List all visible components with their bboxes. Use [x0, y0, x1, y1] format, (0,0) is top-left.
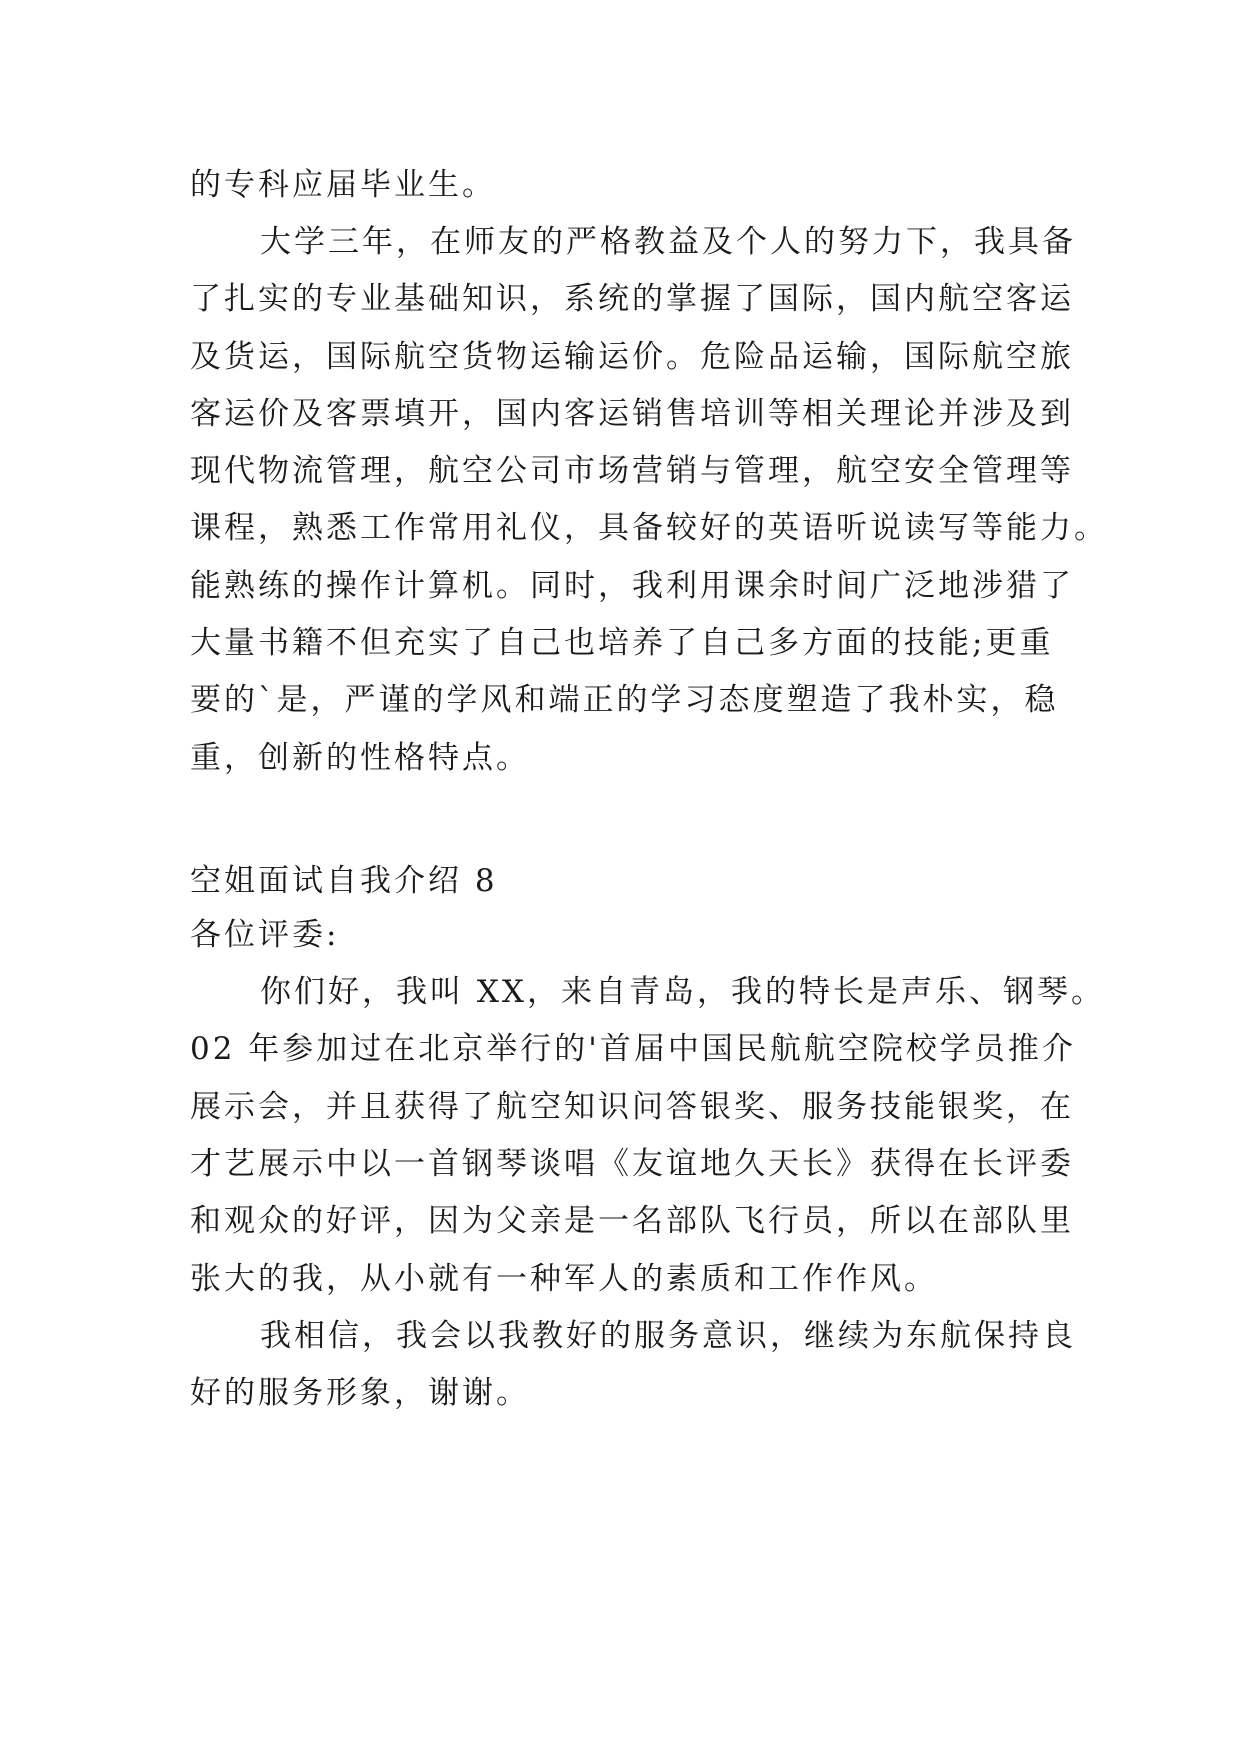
- paragraph-line: 才艺展示中以一首钢琴谈唱《友谊地久天长》获得在长评委: [190, 1146, 1074, 1182]
- section-heading: 空姐面试自我介绍 8: [190, 863, 498, 899]
- salutation: 各位评委:: [190, 917, 340, 953]
- paragraph-line: 好的服务形象，谢谢。: [190, 1375, 530, 1411]
- paragraph-line: 课程，熟悉工作常用礼仪，具备较好的英语听说读写等能力。: [190, 510, 1108, 546]
- paragraph-line: 张大的我，从小就有一种军人的素质和工作作风。: [190, 1261, 938, 1297]
- paragraph-line: 和观众的好评，因为父亲是一名部队飞行员，所以在部队里: [190, 1203, 1074, 1239]
- paragraph-line: 了扎实的专业基础知识，系统的掌握了国际，国内航空客运: [190, 281, 1074, 317]
- paragraph-line: 现代物流管理，航空公司市场营销与管理，航空安全管理等: [190, 453, 1074, 489]
- paragraph-line: 客运价及客票填开，国内客运销售培训等相关理论并涉及到: [190, 396, 1074, 432]
- paragraph-line: 02 年参加过在北京举行的'首届中国民航航空院校学员推介: [190, 1031, 1076, 1067]
- paragraph-line: 要的`是，严谨的学风和端正的学习态度塑造了我朴实，稳: [190, 682, 1059, 718]
- paragraph-line: 重，创新的性格特点。: [190, 740, 530, 776]
- paragraph-line: 你们好，我叫 XX，来自青岛，我的特长是声乐、钢琴。: [260, 974, 1105, 1010]
- paragraph-line: 我相信，我会以我教好的服务意识，继续为东航保持良: [260, 1318, 1076, 1354]
- paragraph-line: 的专科应届毕业生。: [190, 167, 496, 203]
- paragraph-line: 大学三年，在师友的严格教益及个人的努力下，我具备: [260, 224, 1076, 260]
- paragraph-line: 及货运，国际航空货物运输运价。危险品运输，国际航空旅: [190, 339, 1074, 375]
- paragraph-line: 能熟练的操作计算机。同时，我利用课余时间广泛地涉猎了: [190, 568, 1074, 604]
- paragraph-line: 展示会，并且获得了航空知识问答银奖、服务技能银奖，在: [190, 1089, 1074, 1125]
- paragraph-line: 大量书籍不但充实了自己也培养了自己多方面的技能;更重: [190, 625, 1054, 661]
